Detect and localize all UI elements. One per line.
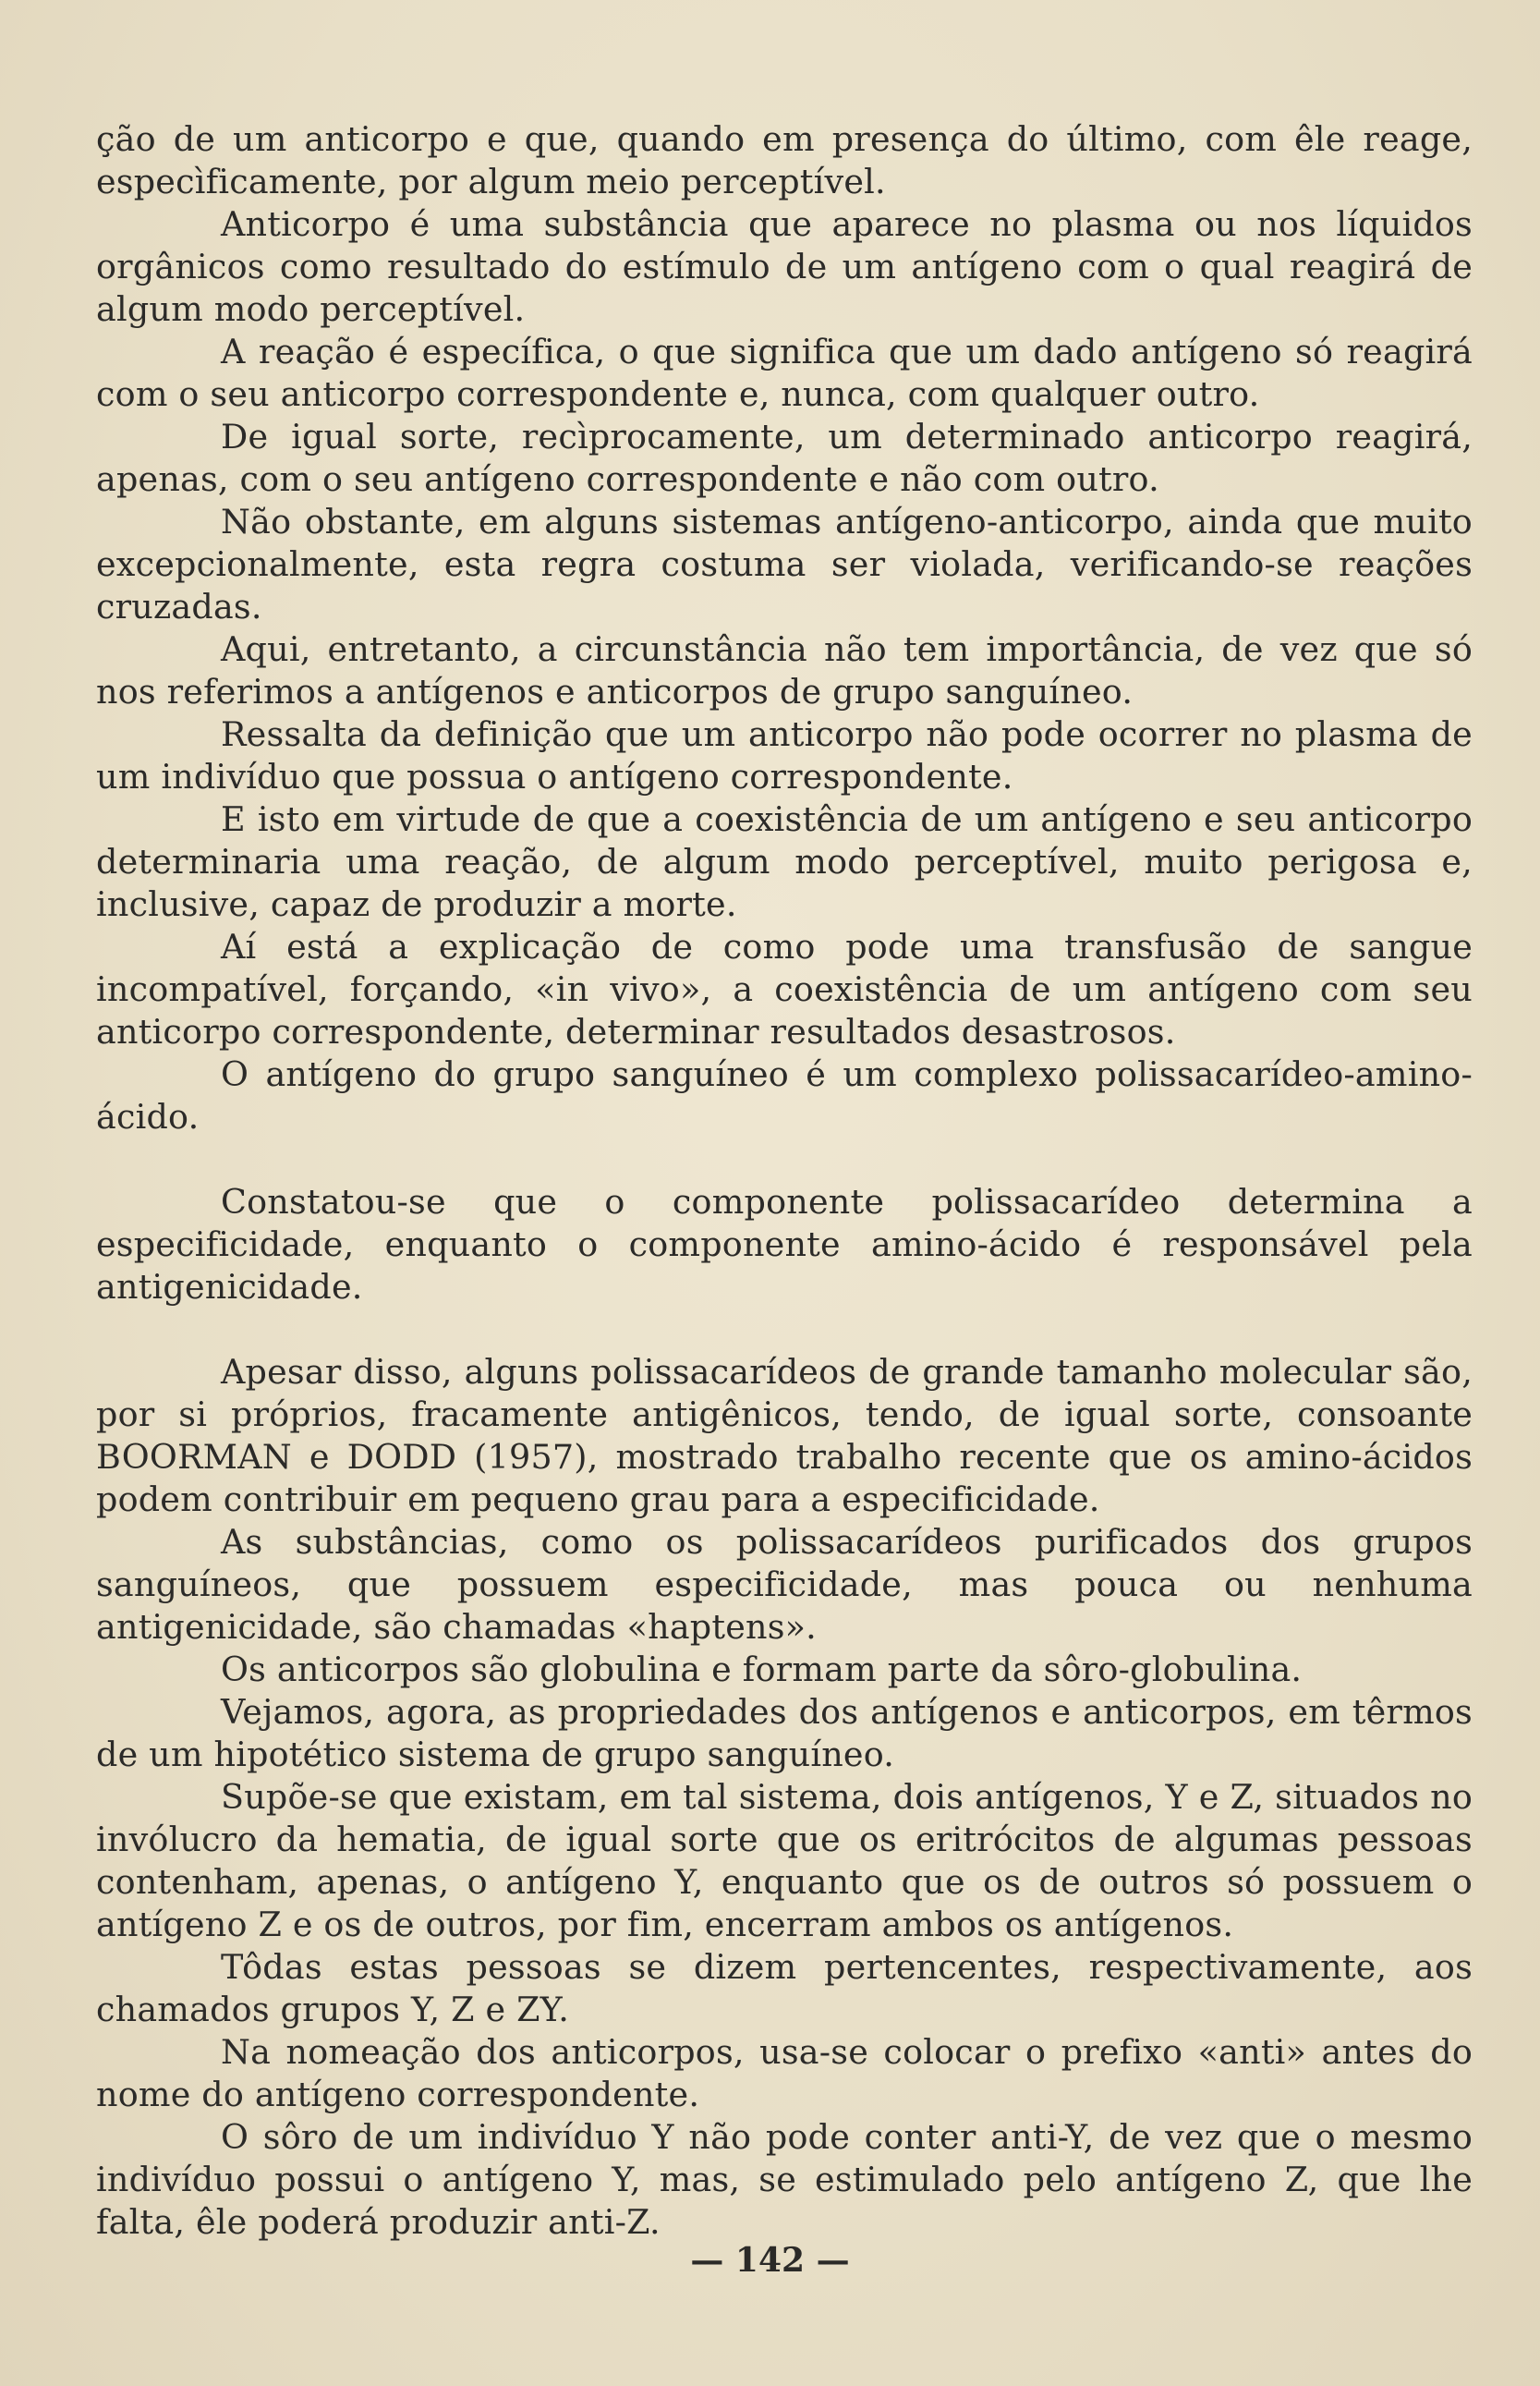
paragraph: Aí está a explicação de como pode uma transfusão de sangue incompatível, forçando, «in vivo», a coexistência de um antígeno com seu anticorpo correspondente, determinar resultados desastrosos. — [96, 927, 1473, 1052]
paragraph: Os anticorpos são globulina e formam parte da sôro-globulina. — [221, 1650, 1303, 1689]
paragraph: Anticorpo é uma substância que aparece no plasma ou nos líquidos orgânicos como resultado do estímulo de um antígeno com o qual reagirá de algum modo perceptível. — [96, 204, 1473, 329]
paragraph: Não obstante, em alguns sistemas antígeno-anticorpo, ainda que muito excepcionalmente, esta regra costuma ser violada, verificando-se reações cruzadas. — [96, 502, 1473, 627]
paragraph: E isto em virtude de que a coexistência de um antígeno e seu anticorpo determinaria uma reação, de algum modo perceptível, muito perigosa e, inclusive, capaz de produzir a morte. — [96, 799, 1473, 924]
paragraph: ção de um anticorpo e que, quando em presença do último, com êle reage, especìficamente, por algum meio perceptível. — [96, 119, 1473, 201]
paragraph: Tôdas estas pessoas se dizem pertencentes, respectivamente, aos chamados grupos Y, Z e ZY. — [96, 1947, 1473, 2029]
paragraph: As substâncias, como os polissacarídeos purificados dos grupos sanguíneos, que possuem especificidade, mas pouca ou nenhuma antigenicidade, são chamadas «haptens». — [96, 1522, 1473, 1647]
page-number: — 142 — — [690, 2241, 850, 2280]
paragraph: O sôro de um indivíduo Y não pode conter anti-Y, de vez que o mesmo indivíduo possui o antígeno Y, mas, se estimulado pelo antígeno Z, que lhe falta, êle poderá produzir anti-Z. — [96, 2117, 1473, 2242]
paragraph: Na nomeação dos anticorpos, usa-se colocar o prefixo «anti» antes do nome do antígeno correspondente. — [96, 2032, 1473, 2114]
paragraph: Vejamos, agora, as propriedades dos antígenos e anticorpos, em têrmos de um hipotético sistema de grupo sanguíneo. — [96, 1692, 1473, 1774]
paragraph: Aqui, entretanto, a circunstância não tem importância, de vez que só nos referimos a antígenos e anticorpos de grupo sanguíneo. — [96, 629, 1473, 712]
paragraph: Supõe-se que existam, em tal sistema, dois antígenos, Y e Z, situados no invólucro da hematia, de igual sorte que os eritrócitos de algumas pessoas contenham, apenas, o antígeno Y, enquanto que os de outros só possuem o antígeno Z e os de outros, por fim, encerram ambos os antígenos. — [96, 1777, 1473, 1944]
paragraph: Apesar disso, alguns polissacarídeos de grande tamanho molecular são, por si próprios, fracamente antigênicos, tendo, de igual sorte, consoante BOORMAN e DODD (1957), mostrado trabalho recente que os amino-ácidos podem contribuir em pequeno grau para a especificidade. — [96, 1352, 1473, 1519]
paragraph: O antígeno do grupo sanguíneo é um complexo polissacarídeo-amino-ácido. — [96, 1054, 1473, 1137]
body-text — [96, 118, 1473, 2244]
paragraph: A reação é específica, o que significa que um dado antígeno só reagirá com o seu anticorpo correspondente e, nunca, com qualquer outro. — [96, 332, 1473, 414]
paragraph: De igual sorte, recìprocamente, um determinado anticorpo reagirá, apenas, com o seu antígeno correspondente e não com outro. — [96, 417, 1473, 499]
paragraph: Ressalta da definição que um anticorpo não pode ocorrer no plasma de um indivíduo que possua o antígeno correspondente. — [96, 714, 1473, 797]
paragraph: Constatou-se que o componente polissacarídeo determina a especificidade, enquanto o componente amino-ácido é responsável pela antigenicidade. — [96, 1182, 1473, 1307]
